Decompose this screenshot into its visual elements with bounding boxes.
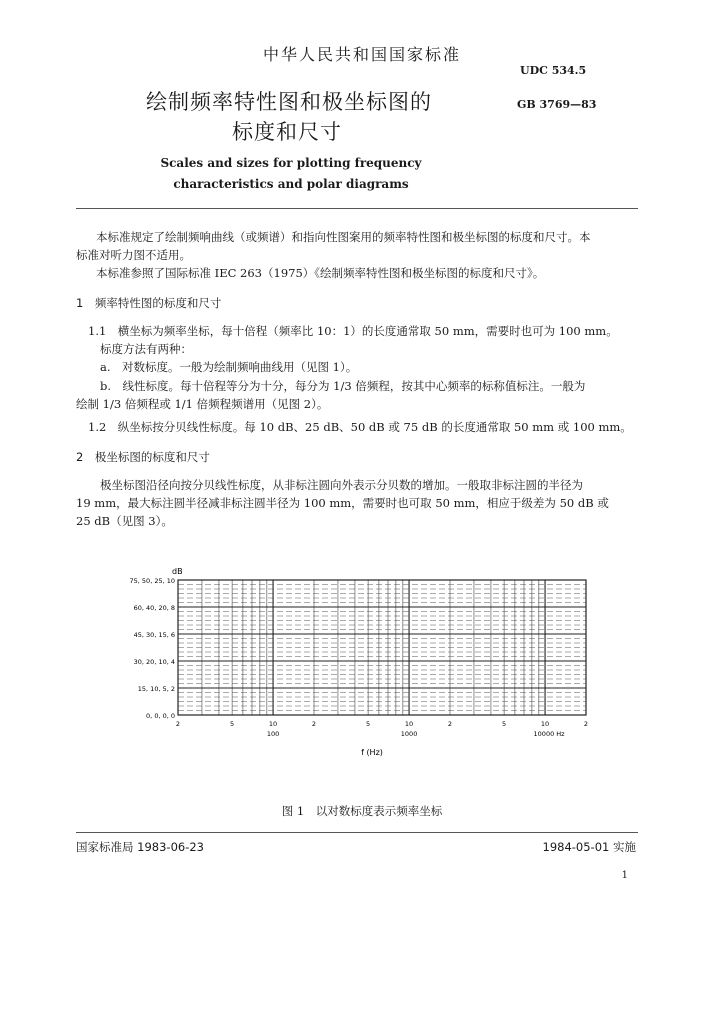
clause-1-1-b-cont: 绘制 1/3 倍频程或 1/1 倍频程频谱用（见图 2）。 (76, 397, 329, 411)
intro-paragraph-2: 本标准参照了国际标准 IEC 263（1975）《绘制频率特性图和极坐标图的标度和尺寸》。 (96, 266, 545, 280)
page-number: 1 (621, 870, 628, 881)
y-tick-label: 15, 10, 5, 2 (137, 685, 175, 693)
y-tick-label: 45, 30, 15, 6 (133, 631, 175, 639)
y-tick-label: 75, 50, 25, 10 (129, 577, 175, 585)
x-tick-label: 10 (540, 720, 550, 728)
udc-number: UDC 534.5 (520, 64, 587, 77)
section-1-heading: 1 频率特性图的标度和尺寸 (76, 296, 222, 310)
frequency-log-scale-chart (110, 560, 610, 770)
implementation-date: 1984-05-01 实施 (542, 840, 636, 854)
x-decade-label: 1000 (400, 730, 418, 738)
y-tick-label: 60, 40, 20, 8 (133, 604, 175, 612)
section-2-para-3: 25 dB（见图 3）。 (76, 514, 173, 528)
standard-organization: 中华人民共和国国家标准 (262, 45, 461, 64)
x-tick-label: 10 (268, 720, 278, 728)
title-en-line1: Scales and sizes for plotting frequency (160, 156, 422, 170)
intro-paragraph-1b: 标准对听力图不适用。 (76, 248, 191, 262)
x-decade-label: 100 (266, 730, 280, 738)
section-2-heading: 2 极坐标图的标度和尺寸 (76, 450, 210, 464)
y-tick-label: 0, 0, 0, 0 (146, 712, 175, 720)
x-tick-label: 2 (175, 720, 181, 728)
section-2-para-1: 极坐标图沿径向按分贝线性标度，从非标注圆向外表示分贝数的增加。一般取非标注圆的半径为 (100, 478, 583, 492)
header-divider (76, 208, 638, 209)
x-tick-label: 2 (311, 720, 317, 728)
x-tick-label: 5 (502, 720, 507, 728)
x-tick-label: 2 (447, 720, 453, 728)
clause-1-1-a: a. 对数标度。一般为绘制频响曲线用（见图 1）。 (100, 360, 358, 374)
x-decade-label: 10000 Hz (533, 730, 565, 738)
title-en-line2: characteristics and polar diagrams (173, 177, 409, 191)
x-tick-label: 5 (366, 720, 371, 728)
section-2-para-2: 19 mm，最大标注圆半径减非标注圆半径为 100 mm，需要时也可取 50 mm，相应于级差为 50 dB 或 (76, 496, 609, 510)
x-tick-label: 5 (230, 720, 235, 728)
title-cn-line1: 绘制频率特性图和极坐标图的 (146, 90, 432, 114)
gb-number: GB 3769—83 (517, 98, 597, 111)
clause-1-1-methods: 标度方法有两种： (100, 342, 192, 356)
figure-caption: 图 1 以对数标度表示频率坐标 (281, 804, 443, 818)
x-tick-label: 2 (583, 720, 589, 728)
y-axis-label: dB (172, 567, 183, 576)
x-axis-label: f (Hz) (361, 748, 383, 757)
intro-paragraph-1a: 本标准规定了绘制频响曲线（或频谱）和指向性图案用的频率特性图和极坐标图的标度和尺寸。本 (96, 230, 591, 244)
y-tick-label: 30, 20, 10, 4 (133, 658, 175, 666)
issue-date: 国家标准局 1983-06-23 (76, 840, 204, 854)
clause-1-1-b: b. 线性标度。每十倍程等分为十分，每分为 1/3 倍频程，按其中心频率的标称值标注。一般为 (100, 379, 586, 393)
footer-divider (76, 832, 638, 833)
clause-1-2: 1.2 纵坐标按分贝线性标度。每 10 dB、25 dB、50 dB 或 75 dB 的长度通常取 50 mm 或 100 mm。 (88, 420, 632, 434)
title-cn-line2: 标度和尺寸 (232, 120, 342, 144)
x-tick-label: 10 (404, 720, 414, 728)
clause-1-1: 1.1 横坐标为频率坐标，每十倍程（频率比 10：1）的长度通常取 50 mm，需要时也可为 100 mm。 (88, 324, 618, 338)
